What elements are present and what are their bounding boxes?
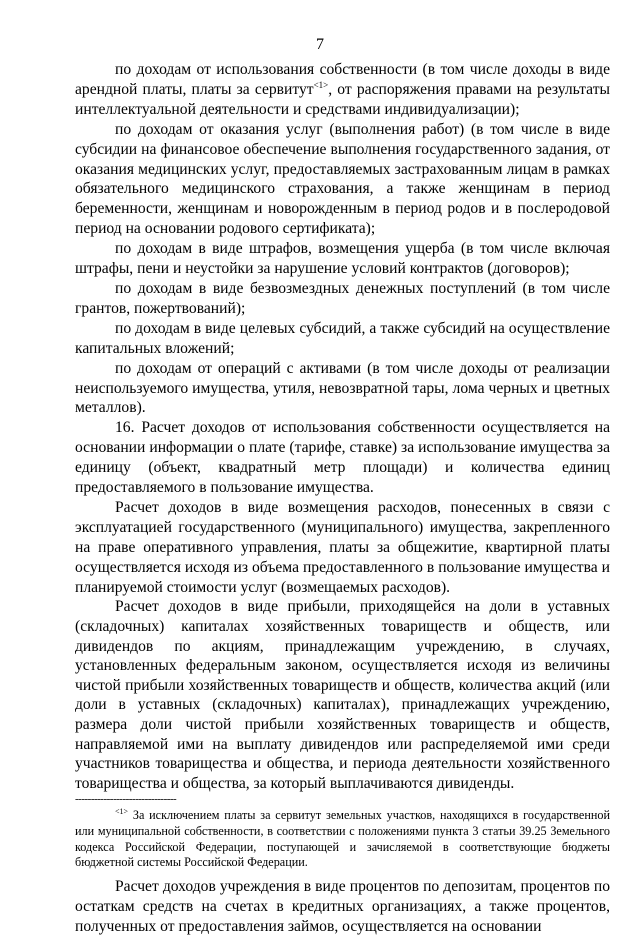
page-number: 7 bbox=[316, 36, 324, 53]
paragraph-property-income bbox=[75, 60, 610, 120]
document-body bbox=[75, 60, 610, 937]
footnote-marker: <1> bbox=[115, 807, 129, 817]
paragraph-services-income: по доходам от оказания услуг (выполнения работ) (в том числе в виде субсидии на финансовое обеспечение выполнения государственного задания, от оказания медицинских услуг, предоставляемых застрахованным лицам в рамках обязательного медицинского страхования, а также женщинам в период беременности, женщинам и новорожденным в период родов и в послеродовой период на основании родового сертификата); bbox=[75, 120, 610, 238]
paragraph-fines-income: по доходам в виде штрафов, возмещения ущерба (в том числе включая штрафы, пени и неустойки за нарушение условий контрактов (договоров); bbox=[75, 240, 610, 278]
paragraph-reimbursement-income: Расчет доходов в виде возмещения расходов, понесенных в связи с эксплуатацией государственного (муниципального) имущества, закрепленного на праве оперативного управления, платы за общежитие, квартирной платы осуществляется исходя из объема предоставленного в пользование имущества и планируемой стоимости услуг (возмещаемых расходов). bbox=[75, 498, 610, 596]
paragraph-dividends-income: Расчет доходов в виде прибыли, приходящейся на доли в уставных (складочных) капиталах хозяйственных товариществ и обществ, или дивидендов по акциям, принадлежащим учреждению, в случаях, установленных федеральным законом, осуществляется исходя из величины чистой прибыли хозяйственных товариществ и обществ, количества акций (или доли в уставных (складочных) капиталах), принадлежащих учреждению, размера доли чистой прибыли хозяйственных товариществ и обществ, направляемой ими на выплату дивидендов или распределяемой ими среди участников товарищества и общества, и периода деятельности хозяйственного товарищества и общества, за который выплачиваются дивиденды. bbox=[75, 598, 610, 792]
paragraph-grants-income: по доходам в виде безвозмездных денежных поступлений (в том числе грантов, пожертвований); bbox=[75, 279, 610, 317]
paragraph-section-16: 16. Расчет доходов от использования собственности осуществляется на основании информации о плате (тарифе, ставке) за использование имущества за единицу (объект, квадратный метр площади) и количества единиц предоставляемого в пользование имущества. bbox=[75, 419, 610, 497]
paragraph-subsidies-income: по доходам в виде целевых субсидий, а также субсидий на осуществление капитальных вложений; bbox=[75, 319, 610, 357]
footnote-divider: -------------------------------- bbox=[75, 793, 177, 806]
footnote bbox=[75, 808, 610, 870]
footnote-reference: <1> bbox=[313, 79, 329, 90]
paragraph-text: по доходам от использования собственности (в том числе доходы в виде арендной платы, платы за сервитут bbox=[75, 61, 610, 98]
paragraph-text-tail: , от распоряжения правами на результаты интеллектуальной деятельности и средствами индивидуализации); bbox=[75, 80, 610, 118]
paragraph-interest-income: Расчет доходов учреждения в виде процентов по депозитам, процентов по остаткам средств на счетах в кредитных организациях, а также процентов, полученных от предоставления займов, осуществляется на основании bbox=[75, 877, 610, 935]
paragraph-assets-income: по доходам от операций с активами (в том числе доходы от реализации неиспользуемого имущества, утиля, невозвратной тары, лома черных и цветных металлов). bbox=[75, 359, 610, 417]
footnote-text: За исключением платы за сервитут земельных участков, находящихся в государственной или муниципальной собственности, в соответствии с положениями пункта 3 статьи 39.25 Земельного кодекса Российской Федерации, поступающей и зачисляемой в соответствующие бюджеты бюджетной системы Российской Федерации. bbox=[75, 808, 610, 870]
